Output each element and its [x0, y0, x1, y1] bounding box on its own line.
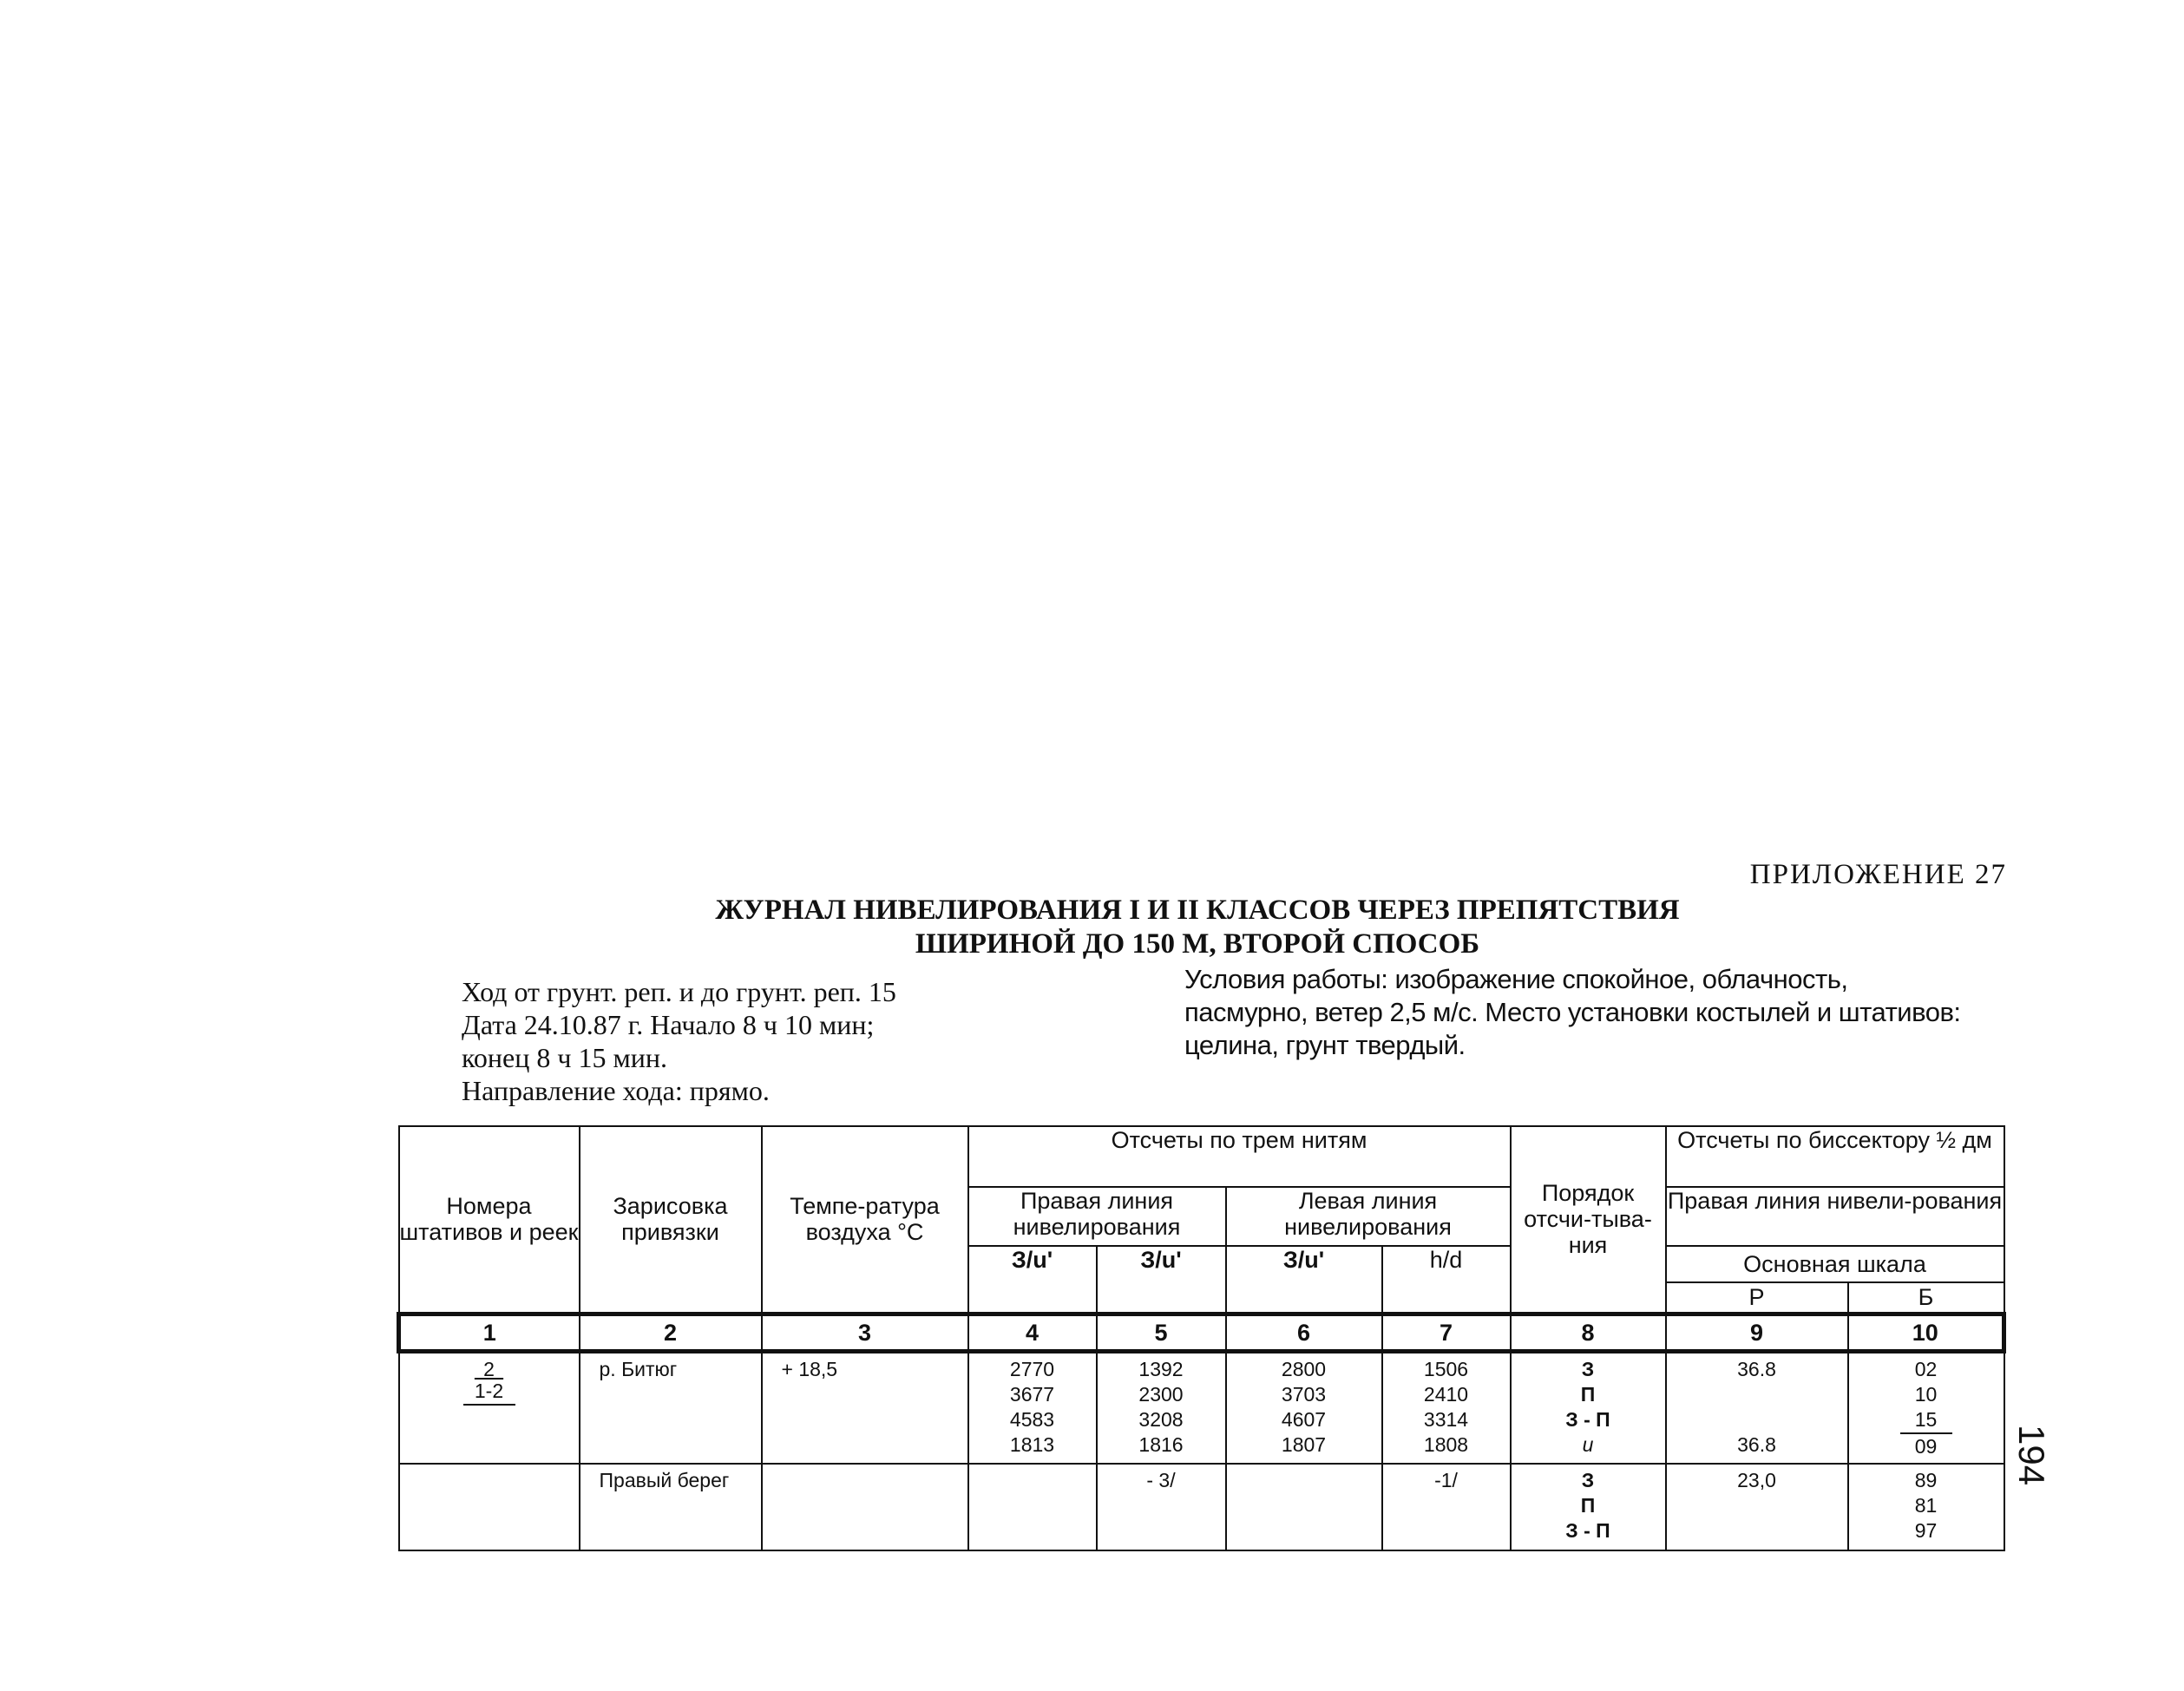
col-number: 9: [1666, 1314, 1848, 1351]
reading-value: 3677: [1009, 1382, 1055, 1406]
subheader-col5: З/u': [1097, 1246, 1226, 1314]
col-number: 2: [580, 1314, 762, 1351]
order-label: П: [1580, 1382, 1596, 1406]
route-info: [462, 975, 1086, 1111]
reading-value: 1808: [1423, 1432, 1469, 1456]
temperature-cell: [762, 1464, 968, 1550]
col-number: 3: [762, 1314, 968, 1351]
scale-b-value: 81: [1914, 1494, 1938, 1517]
stand-number: 2: [483, 1357, 495, 1380]
reading-value: 1506: [1423, 1357, 1469, 1380]
header-right-line-bisector: Правая линия нивели-рования: [1666, 1187, 2004, 1246]
header-left-line: Левая линия нивелирования: [1226, 1187, 1511, 1246]
reading-value: 1807: [1281, 1432, 1327, 1456]
col-number: 8: [1511, 1314, 1666, 1351]
sketch-cell: Правый берег: [580, 1464, 762, 1550]
reading-order-cell: [1511, 1351, 1666, 1464]
col-number: 1: [399, 1314, 580, 1351]
header-bisector: Отсчеты по биссектору ½ дм: [1666, 1126, 2004, 1187]
conditions-line-1: Условия работы: изображение спокойное, облачность,: [1184, 964, 1848, 994]
scale-p-value: 36.8: [1737, 1432, 1776, 1456]
sketch-cell: р. Битюг: [580, 1351, 762, 1464]
scale-b-value: 15: [1900, 1407, 1952, 1434]
order-label: З - П: [1565, 1407, 1610, 1431]
table-row: [399, 1464, 2004, 1550]
scale-p-value: 36.8: [1737, 1357, 1776, 1380]
title-line-1: ЖУРНАЛ НИВЕЛИРОВАНИЯ I И II КЛАССОВ ЧЕРЕЗ ПРЕПЯТСТВИЯ: [715, 895, 1680, 926]
temperature-cell: + 18,5: [762, 1351, 968, 1464]
readings-col4: [968, 1464, 1097, 1550]
scale-p-cell: 23,0: [1666, 1464, 1848, 1550]
reading-value: 2800: [1281, 1357, 1327, 1380]
work-conditions: [1184, 963, 2000, 1062]
reading-value: 3314: [1423, 1407, 1469, 1431]
header-main-scale: Основная шкала: [1666, 1246, 2004, 1282]
header-right-line: Правая линия нивелирования: [968, 1187, 1226, 1246]
reading-order-cell: [1511, 1464, 1666, 1550]
reading-value: 1813: [1009, 1432, 1055, 1456]
reading-value: 4607: [1281, 1407, 1327, 1431]
order-label: З - П: [1565, 1519, 1610, 1542]
end-time-line: конец 8 ч 15 мин.: [462, 1042, 667, 1073]
readings-col7: -1/: [1382, 1464, 1511, 1550]
order-label: u: [1582, 1432, 1594, 1456]
order-label: П: [1580, 1494, 1596, 1517]
stand-number-cell: [399, 1464, 580, 1550]
order-label: З: [1581, 1357, 1595, 1380]
readings-col6: [1226, 1464, 1382, 1550]
subheader-b: Б: [1848, 1282, 2004, 1314]
reading-value: 1392: [1138, 1357, 1184, 1380]
scale-b-cell: [1848, 1464, 2004, 1550]
scale-b-value: 09: [1914, 1434, 1938, 1458]
column-numbers-row: [399, 1314, 2004, 1351]
readings-col5: [1097, 1351, 1226, 1464]
subheader-col7: h/d: [1382, 1246, 1511, 1314]
header-stand-numbers: Номера штативов и реек: [399, 1126, 580, 1314]
subheader-p: Р: [1666, 1282, 1848, 1314]
journal-title: [486, 894, 1909, 961]
reading-value: 2770: [1009, 1357, 1055, 1380]
scale-b-value: 02: [1914, 1357, 1938, 1380]
readings-col4: [968, 1351, 1097, 1464]
date-line: Дата 24.10.87 г. Начало 8 ч 10 мин;: [462, 1009, 875, 1040]
appendix-label: ПРИЛОЖЕНИЕ 27: [1749, 859, 2007, 890]
reading-value: 2300: [1138, 1382, 1184, 1406]
subheader-col4: З/u': [968, 1246, 1097, 1314]
subheader-col6: З/u': [1226, 1246, 1382, 1314]
col-number: 6: [1226, 1314, 1382, 1351]
readings-col5: - 3/: [1097, 1464, 1226, 1550]
route-line: Ход от грунт. реп. и до грунт. реп. 15: [462, 976, 896, 1007]
page-number: 194: [2011, 1425, 2052, 1486]
conditions-line-2: пасмурно, ветер 2,5 м/с. Место установки костылей и штативов:: [1184, 997, 1961, 1027]
scale-b-value: 89: [1914, 1469, 1938, 1491]
leveling-table-wrapper: [397, 1125, 2003, 1542]
celsius-unit: °С: [897, 1219, 924, 1246]
col-number: 7: [1382, 1314, 1511, 1351]
reading-value: 3703: [1281, 1382, 1327, 1406]
header-three-threads: Отсчеты по трем нитям: [968, 1126, 1511, 1187]
header-sketch: Зарисовка привязки: [580, 1126, 762, 1314]
rod-pair: 1-2: [463, 1379, 515, 1406]
order-label: З: [1581, 1469, 1595, 1491]
scale-b-value: 10: [1914, 1382, 1938, 1406]
readings-col7: [1382, 1351, 1511, 1464]
reading-value: 2410: [1423, 1382, 1469, 1406]
stand-number-cell: [399, 1351, 580, 1464]
scale-b-cell: [1848, 1351, 2004, 1464]
conditions-line-3: целина, грунт твердый.: [1184, 1030, 1466, 1060]
reading-value: 4583: [1009, 1407, 1055, 1431]
leveling-table: [397, 1125, 2006, 1551]
header-temperature: [762, 1126, 968, 1314]
direction-line: Направление хода: прямо.: [462, 1075, 770, 1106]
readings-col6: [1226, 1351, 1382, 1464]
scale-b-value: 97: [1914, 1519, 1938, 1542]
reading-value: 3208: [1138, 1407, 1184, 1431]
scale-p-cell: [1666, 1351, 1848, 1464]
col-number: 10: [1848, 1314, 2004, 1351]
reading-value: 1816: [1138, 1432, 1184, 1456]
col-number: 4: [968, 1314, 1097, 1351]
header-reading-order: Порядок отсчи-тыва-ния: [1511, 1126, 1666, 1314]
col-number: 5: [1097, 1314, 1226, 1351]
temperature-label: Темпе-ратура воздуха: [790, 1193, 940, 1246]
table-row: [399, 1351, 2004, 1464]
title-line-2: ШИРИНОЙ ДО 150 М, ВТОРОЙ СПОСОБ: [915, 928, 1480, 960]
